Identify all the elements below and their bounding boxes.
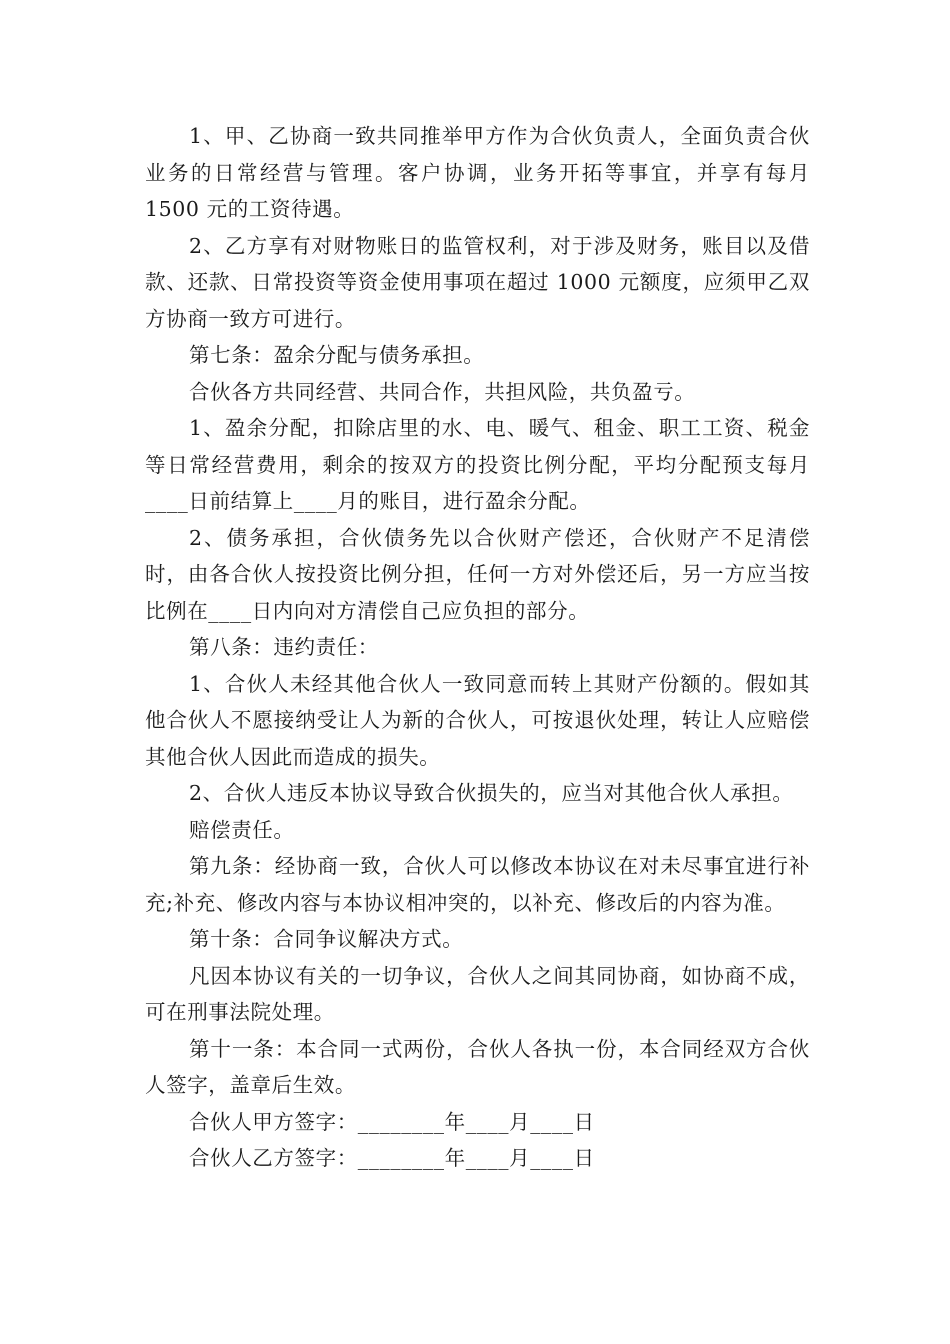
paragraph-compensation: 赔偿责任。: [189, 817, 295, 842]
paragraph-partner-in-charge: 1、甲、乙协商一致共同推举甲方作为合伙负责人，全面负责合伙业务的日常经营与管理。客户协调，业务开拓等事宜，并享有每月 1500 元的工资待遇。: [145, 124, 810, 221]
paragraph-shared-risk: 合伙各方共同经营、共同合作，共担风险，共负盈亏。: [189, 379, 696, 404]
article-9-paragraph: 第九条：经协商一致，合伙人可以修改本协议在对未尽事宜进行补充;补充、修改内容与本协议相冲突的，以补充、修改后的内容为准。: [145, 854, 810, 915]
paragraph-supervision-rights: 2、乙方享有对财物账日的监管权利，对于涉及财务，账目以及借款、还款、日常投资等资金使用事项在超过 1000 元额度，应须甲乙双方协商一致方可进行。: [145, 233, 810, 331]
paragraph-profit-distribution: 1、盈余分配，扣除店里的水、电、暖气、租金、职工工资、税金等日常经营费用，剩余的按双方的投资比例分配，平均分配预支每月____日前结算上____月的账目，进行盈余分配。: [145, 416, 810, 513]
document-body: [145, 118, 810, 1177]
paragraph-debt-bearing: 2、债务承担，合伙债务先以合伙财产偿还，合伙财产不足清偿时，由各合伙人按投资比例分担，任何一方对外偿还后，另一方应当按比例在____日内向对方清偿自己应负担的部分。: [145, 525, 810, 623]
article-7-heading: 第七条：盈余分配与债务承担。: [189, 343, 485, 367]
paragraph-share-transfer: 1、合伙人未经其他合伙人一致同意而转上其财产份额的。假如其他合伙人不愿接纳受让人为新的合伙人，可按退伙处理，转让人应赔偿其他合伙人因此而造成的损失。: [145, 671, 810, 769]
article-11-paragraph: 第十一条：本合同一式两份，合伙人各执一份，本合同经双方合伙人签字，盖章后生效。: [145, 1036, 810, 1097]
paragraph-breach-loss: 2、合伙人违反本协议导致合伙损失的，应当对其他合伙人承担。: [189, 781, 794, 805]
article-8-heading: 第八条：违约责任：: [189, 635, 379, 659]
paragraph-dispute-resolution: 凡因本协议有关的一切争议，合伙人之间其同协商，如协商不成，可在刑事法院处理。: [145, 963, 810, 1024]
signature-line-party-a: 合伙人甲方签字：________年____月____日: [189, 1109, 595, 1134]
signature-line-party-b: 合伙人乙方签字：________年____月____日: [189, 1146, 595, 1170]
article-10-heading: 第十条：合同争议解决方式。: [189, 927, 464, 951]
